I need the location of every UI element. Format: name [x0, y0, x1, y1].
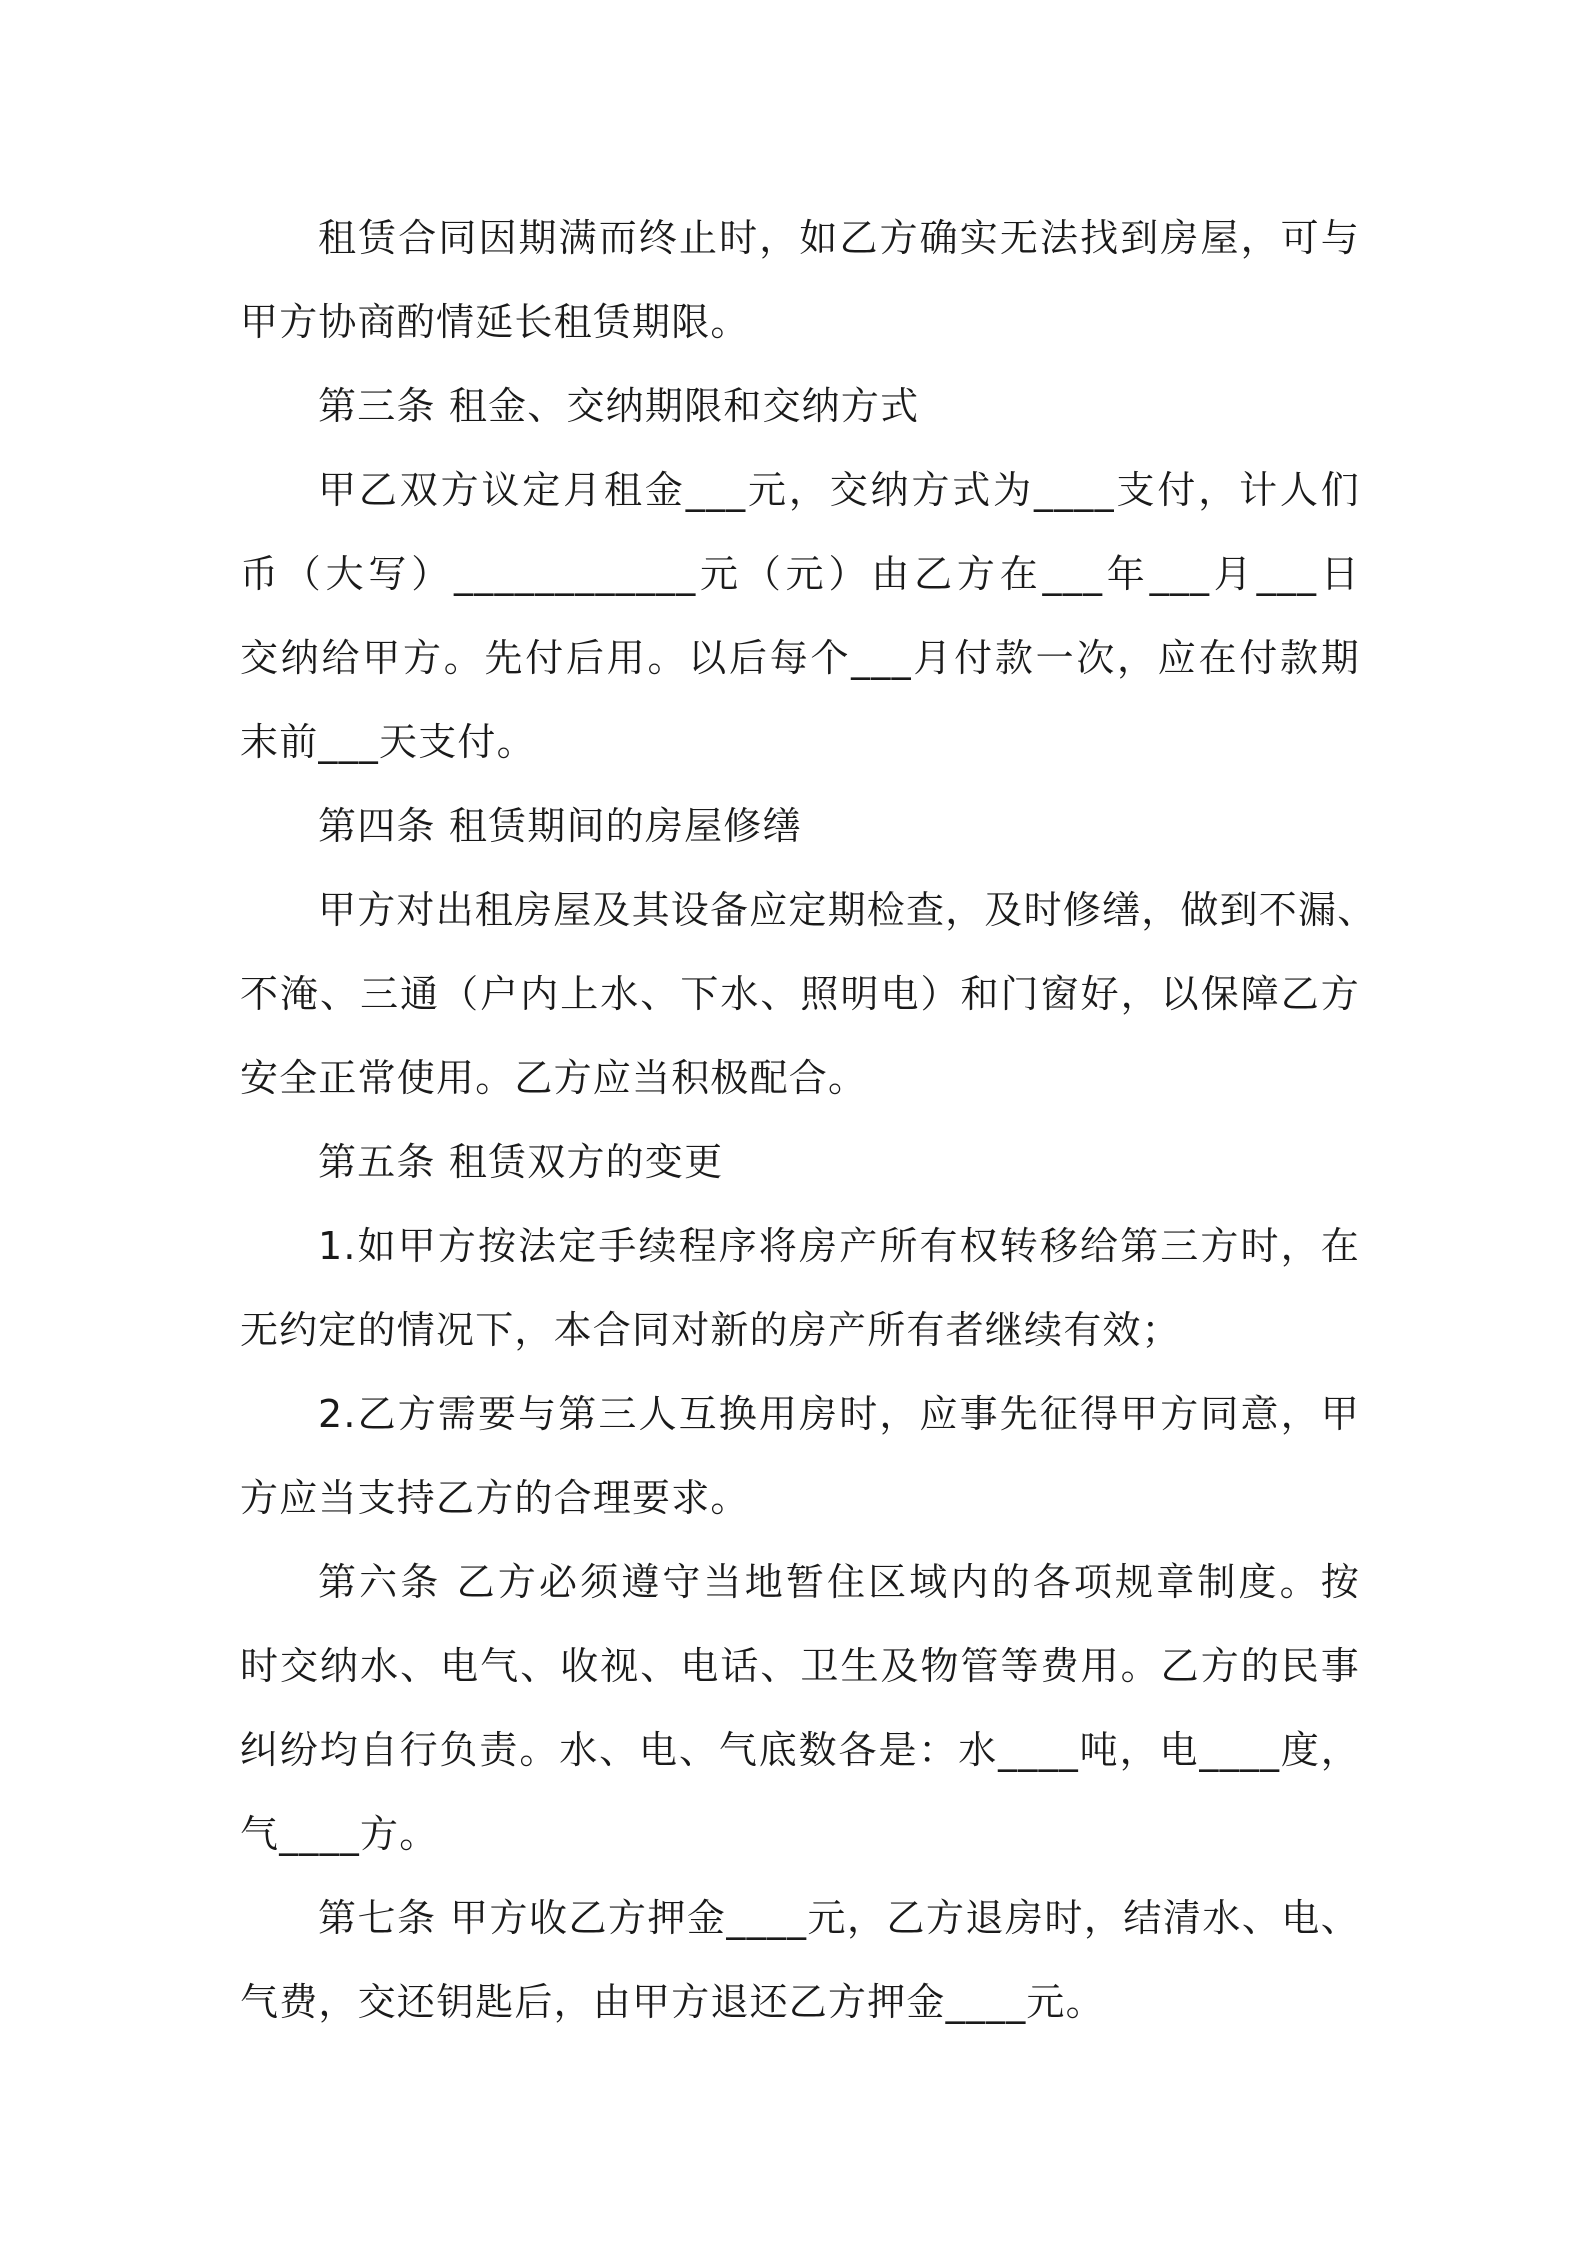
text-line: 2.乙方需要与第三人互换用房时，应事先征得甲方同意，甲: [318, 1392, 1360, 1436]
text-line: 甲方协商酌情延长租赁期限。: [240, 300, 750, 344]
article-heading: 第五条 租赁双方的变更: [318, 1140, 724, 1184]
text-line: 不淹、三通（户内上水、下水、照明电）和门窗好，以保障乙方: [240, 972, 1360, 1016]
text-line: 气____方。: [240, 1812, 439, 1856]
article-paragraph: 第六条 乙方必须遵守当地暂住区域内的各项规章制度。按: [318, 1560, 1360, 1604]
text-line: 币（大写）____________元（元）由乙方在___年___月___日: [240, 552, 1360, 596]
contract-text: [240, 196, 1377, 2044]
text-line: 时交纳水、电气、收视、电话、卫生及物管等费用。乙方的民事: [240, 1644, 1360, 1688]
article-heading: 第三条 租金、交纳期限和交纳方式: [318, 384, 920, 428]
text-line: 气费，交还钥匙后，由甲方退还乙方押金____元。: [240, 1980, 1105, 2024]
article-heading: 第四条 租赁期间的房屋修缮: [318, 804, 802, 848]
text-line: 无约定的情况下，本合同对新的房产所有者继续有效；: [240, 1308, 1181, 1352]
text-line: 安全正常使用。乙方应当积极配合。: [240, 1056, 868, 1100]
text-line: 方应当支持乙方的合理要求。: [240, 1476, 750, 1520]
text-line: 交纳给甲方。先付后用。以后每个___月付款一次，应在付款期: [240, 636, 1360, 680]
text-line: 1.如甲方按法定手续程序将房产所有权转移给第三方时，在: [318, 1224, 1360, 1268]
text-line: 甲乙双方议定月租金___元，交纳方式为____支付，计人们: [318, 468, 1360, 512]
text-line: 甲方对出租房屋及其设备应定期检查，及时修缮，做到不漏、: [318, 888, 1377, 932]
text-line: 末前___天支付。: [240, 720, 536, 764]
text-line: 纠纷均自行负责。水、电、气底数各是：水____吨，电____度，: [240, 1728, 1360, 1772]
article-paragraph: 第七条 甲方收乙方押金____元，乙方退房时，结清水、电、: [318, 1896, 1360, 1940]
text-line: 租赁合同因期满而终止时，如乙方确实无法找到房屋，可与: [318, 216, 1360, 260]
